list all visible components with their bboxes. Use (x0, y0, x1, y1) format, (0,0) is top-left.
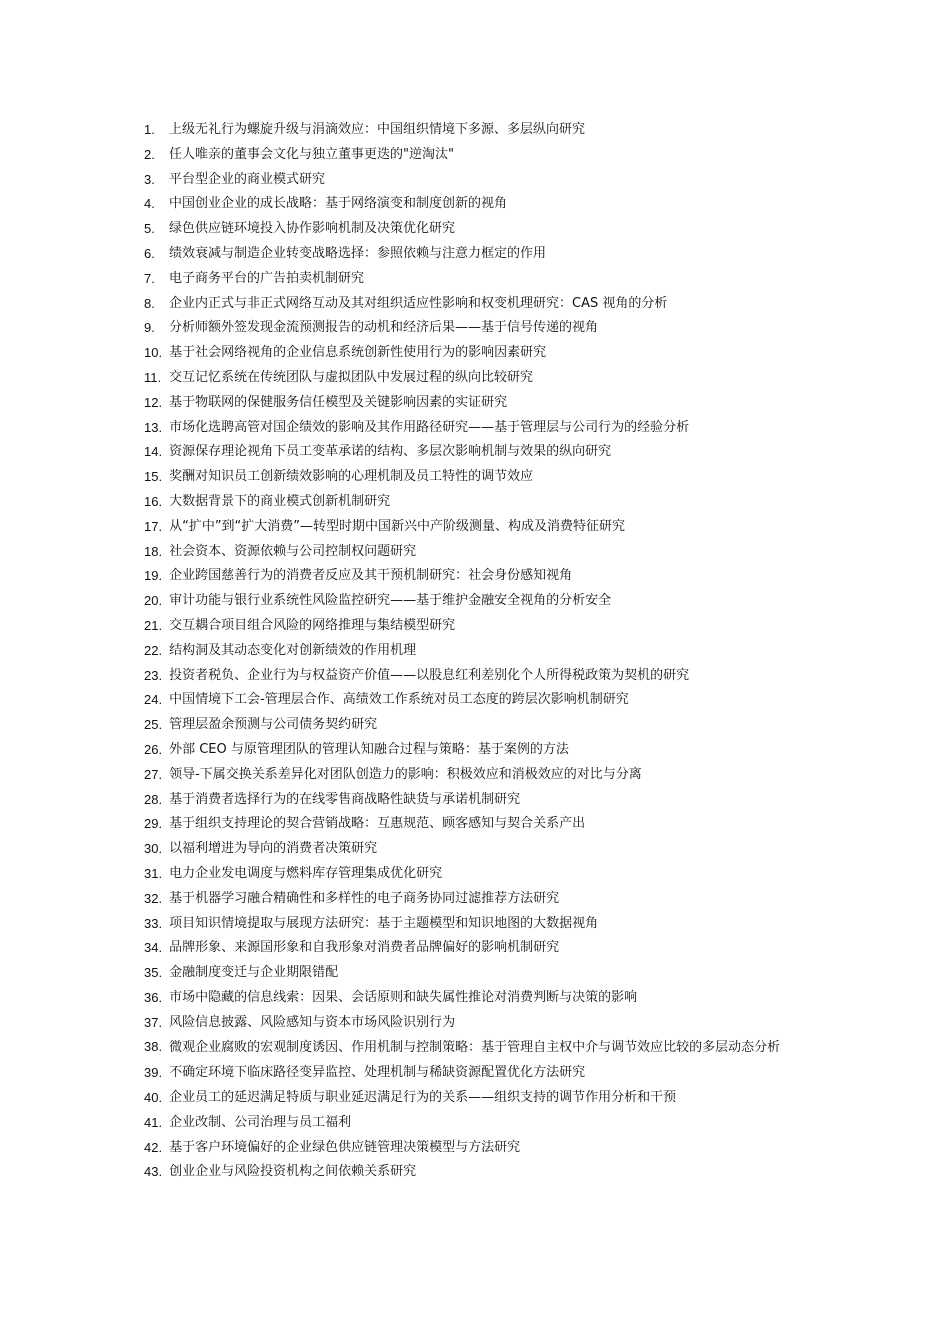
topic-item (144, 440, 814, 465)
topic-title: 中国创业企业的成长战略：基于网络演变和制度创新的视角 (169, 196, 508, 212)
topic-item (144, 614, 814, 639)
topic-title: 企业改制、公司治理与员工福利 (169, 1114, 352, 1130)
topic-item (144, 788, 814, 813)
topic-item (144, 217, 814, 242)
topic-title: 中国情境下工会-管理层合作、高绩效工作系统对员工态度的跨层次影响机制研究 (169, 692, 629, 708)
topic-title: 管理层盈余预测与公司债务契约研究 (169, 717, 378, 733)
topic-item (144, 465, 814, 490)
topic-number: 1. (144, 122, 155, 137)
topic-item (144, 912, 814, 937)
topic-number: 18. (144, 543, 163, 559)
topic-item (144, 1136, 814, 1161)
topic-item (144, 1035, 814, 1061)
research-topic-list (144, 118, 814, 1185)
topic-title: 电力企业发电调度与燃料库存管理集成优化研究 (169, 865, 443, 881)
topic-number: 11. (144, 369, 162, 385)
topic-item (144, 887, 814, 912)
topic-title: 基于客户环境偏好的企业绿色供应链管理决策模型与方法研究 (169, 1139, 521, 1155)
topic-item (144, 1160, 814, 1185)
topic-title: 结构洞及其动态变化对创新绩效的作用机理 (169, 642, 417, 658)
topic-number: 19. (144, 568, 163, 584)
topic-item (144, 936, 814, 961)
topic-number: 6. (144, 245, 155, 261)
topic-item (144, 961, 814, 986)
topic-item (144, 738, 814, 763)
topic-number: 42. (144, 1139, 163, 1155)
topic-title: 项目知识情境提取与展现方法研究：基于主题模型和知识地图的大数据视角 (169, 915, 599, 931)
topic-item (144, 1086, 814, 1111)
topic-title: 基于物联网的保健服务信任模型及关键影响因素的实证研究 (169, 394, 508, 410)
topic-item (144, 763, 814, 788)
topic-number: 21. (144, 617, 163, 633)
topic-item (144, 812, 814, 837)
topic-item (144, 986, 814, 1011)
topic-title: 创业企业与风险投资机构之间依赖关系研究 (169, 1164, 417, 1180)
topic-title: 不确定环境下临床路径变异监控、处理机制与稀缺资源配置优化方法研究 (169, 1065, 586, 1081)
topic-number: 25. (144, 717, 163, 733)
topic-title: 企业员工的延迟满足特质与职业延迟满足行为的关系——组织支持的调节作用分析和干预 (169, 1090, 677, 1106)
topic-item (144, 168, 814, 193)
topic-item (144, 837, 814, 862)
topic-item (144, 490, 814, 515)
topic-item (144, 118, 814, 143)
topic-number: 3. (144, 171, 155, 187)
topic-number: 8. (144, 295, 155, 311)
topic-item (144, 391, 814, 416)
topic-number: 40. (144, 1090, 163, 1106)
topic-title: 领导-下属交换关系差异化对团队创造力的影响：积极效应和消极效应的对比与分离 (169, 766, 642, 782)
topic-title: 以福利增进为导向的消费者决策研究 (169, 841, 378, 857)
topic-title: 基于社会网络视角的企业信息系统创新性使用行为的影响因素研究 (169, 345, 547, 361)
topic-item (144, 564, 814, 589)
topic-item (144, 862, 814, 887)
topic-item (144, 192, 814, 217)
topic-title: 绩效衰减与制造企业转变战略选择：参照依赖与注意力框定的作用 (169, 245, 547, 261)
topic-number: 20. (144, 593, 163, 609)
topic-title: 基于消费者选择行为的在线零售商战略性缺货与承诺机制研究 (169, 791, 521, 807)
topic-number: 17. (144, 518, 163, 534)
topic-number: 34. (144, 940, 163, 956)
topic-item (144, 143, 814, 168)
topic-number: 14. (144, 444, 163, 460)
topic-title: 基于组织支持理论的契合营销战略：互惠规范、顾客感知与契合关系产出 (169, 816, 586, 832)
topic-number: 15. (144, 469, 163, 485)
topic-title: 市场化选聘高管对国企绩效的影响及其作用路径研究——基于管理层与公司行为的经验分析 (169, 419, 690, 435)
topic-title: 交互耦合项目组合风险的网络推理与集结模型研究 (169, 617, 456, 633)
topic-title: 市场中隐藏的信息线索：因果、会话原则和缺失属性推论对消费判断与决策的影响 (169, 989, 638, 1005)
topic-number: 12. (144, 394, 163, 410)
topic-title: 电子商务平台的广告拍卖机制研究 (169, 270, 365, 286)
topic-item (144, 366, 814, 391)
topic-number: 39. (144, 1065, 163, 1081)
topic-title: 基于机器学习融合精确性和多样性的电子商务协同过滤推荐方法研究 (169, 890, 560, 906)
topic-item (144, 1011, 814, 1036)
topic-title: 微观企业腐败的宏观制度诱因、作用机制与控制策略：基于管理自主权中介与调节效应比较的多层动态分析 (169, 1040, 781, 1056)
topic-title: 品牌形象、来源国形象和自我形象对消费者品牌偏好的影响机制研究 (169, 940, 560, 956)
topic-number: 28. (144, 791, 163, 807)
topic-title: 投资者税负、企业行为与权益资产价值——以股息红利差别化个人所得税政策为契机的研究 (169, 667, 690, 683)
topic-number: 10. (144, 345, 163, 361)
topic-number: 24. (144, 692, 163, 708)
topic-item (144, 292, 814, 317)
topic-item (144, 416, 814, 441)
topic-number: 9. (144, 320, 155, 336)
topic-title: 平台型企业的商业模式研究 (169, 171, 326, 187)
topic-item (144, 316, 814, 341)
topic-item (144, 664, 814, 689)
topic-number: 7. (144, 270, 155, 286)
topic-number: 37. (144, 1014, 163, 1030)
topic-item (144, 688, 814, 713)
topic-number: 33. (144, 915, 163, 931)
topic-title: 大数据背景下的商业模式创新机制研究 (169, 493, 391, 509)
topic-number: 38. (144, 1039, 163, 1055)
topic-number: 23. (144, 667, 163, 683)
topic-number: 16. (144, 493, 163, 509)
topic-title: 金融制度变迁与企业期限错配 (169, 965, 339, 981)
topic-number: 29. (144, 816, 163, 832)
topic-title: 外部 CEO 与原管理团队的管理认知融合过程与策略：基于案例的方法 (169, 741, 569, 757)
topic-title: 风险信息披露、风险感知与资本市场风险识别行为 (169, 1014, 456, 1030)
topic-title: 分析师额外签发现金流预测报告的动机和经济后果——基于信号传递的视角 (169, 320, 599, 336)
topic-item (144, 242, 814, 267)
topic-number: 4. (144, 196, 155, 212)
topic-item (144, 639, 814, 664)
topic-number: 36. (144, 989, 163, 1005)
topic-title: 绿色供应链环境投入协作影响机制及决策优化研究 (169, 221, 456, 237)
topic-number: 41. (144, 1114, 163, 1130)
topic-item (144, 515, 814, 540)
topic-title: 审计功能与银行业系统性风险监控研究——基于维护金融安全视角的分析安全 (169, 593, 612, 609)
topic-number: 13. (144, 419, 163, 435)
topic-item (144, 1061, 814, 1086)
topic-number: 2. (144, 146, 155, 162)
topic-number: 22. (144, 642, 163, 658)
topic-number: 27. (144, 766, 163, 782)
topic-number: 43. (144, 1164, 163, 1180)
topic-title: 交互记忆系统在传统团队与虚拟团队中发展过程的纵向比较研究 (169, 369, 534, 385)
topic-title: 社会资本、资源依赖与公司控制权问题研究 (169, 543, 417, 559)
topic-item (144, 540, 814, 565)
topic-item (144, 341, 814, 366)
topic-item (144, 713, 814, 738)
topic-title: 从“扩中”到“扩大消费”—转型时期中国新兴中产阶级测量、构成及消费特征研究 (169, 518, 626, 534)
topic-number: 35. (144, 965, 163, 981)
topic-item (144, 1111, 814, 1136)
topic-item (144, 589, 814, 614)
topic-title: 企业内正式与非正式网络互动及其对组织适应性影响和权变机理研究：CAS 视角的分析 (169, 295, 668, 311)
topic-number: 5. (144, 221, 155, 237)
topic-number: 26. (144, 741, 163, 757)
topic-number: 31. (144, 865, 163, 881)
topic-number: 32. (144, 890, 163, 906)
topic-title: 上级无礼行为螺旋升级与涓滴效应：中国组织情境下多源、多层纵向研究 (169, 122, 586, 137)
topic-title: 奖酬对知识员工创新绩效影响的心理机制及员工特性的调节效应 (169, 469, 534, 485)
topic-title: 资源保存理论视角下员工变革承诺的结构、多层次影响机制与效果的纵向研究 (169, 444, 612, 460)
topic-title: 任人唯亲的董事会文化与独立董事更迭的"逆淘汰" (169, 146, 454, 162)
topic-title: 企业跨国慈善行为的消费者反应及其干预机制研究：社会身份感知视角 (169, 568, 573, 584)
topic-item (144, 267, 814, 292)
topic-number: 30. (144, 841, 163, 857)
